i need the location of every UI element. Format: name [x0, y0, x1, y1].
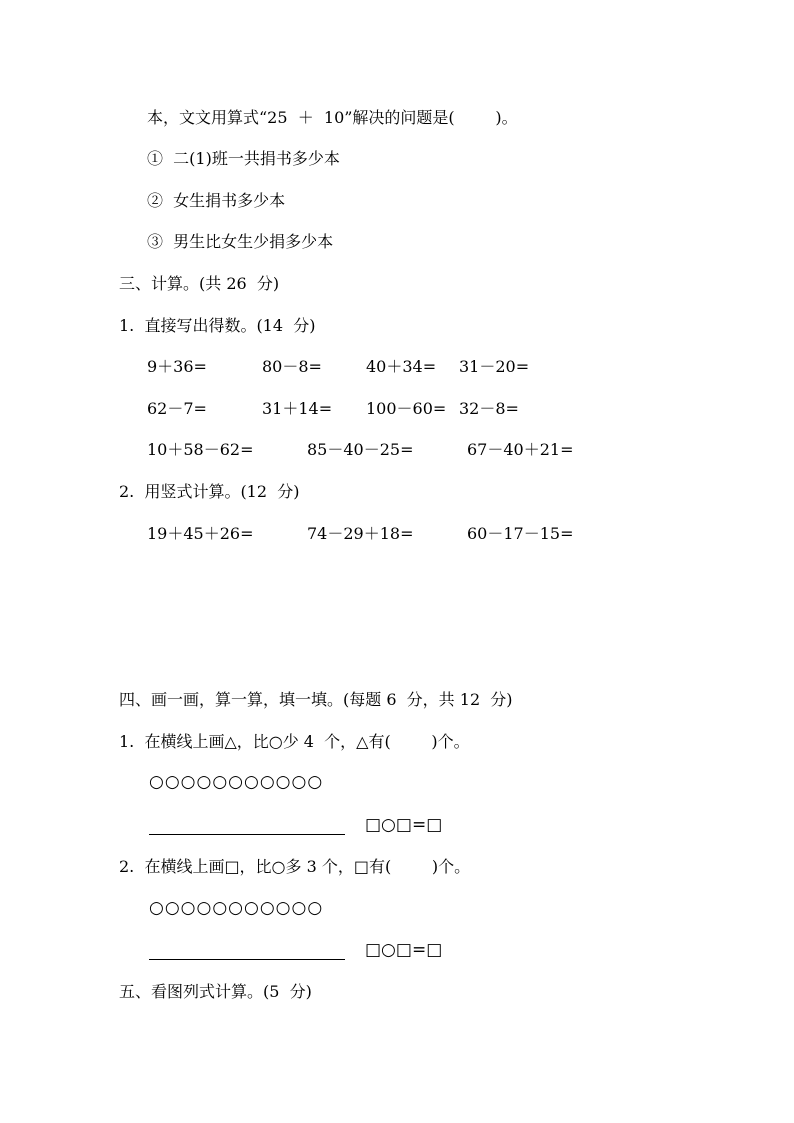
- equation: 31＋14=: [262, 399, 333, 418]
- answer-boxes[interactable]: □○□=□: [365, 815, 443, 835]
- equation: 40＋34=: [366, 357, 437, 376]
- equation: 10＋58－62=: [147, 440, 254, 459]
- option-1[interactable]: ① 二(1)班一共捐书多少本: [147, 149, 340, 168]
- drawing-line[interactable]: [149, 959, 345, 960]
- drawing-line[interactable]: [149, 834, 345, 835]
- equation: 9＋36=: [147, 357, 207, 376]
- circles-row: ○○○○○○○○○○○: [149, 898, 324, 918]
- equation: 67－40＋21=: [467, 440, 574, 459]
- section-3-part-1-title: 1. 直接写出得数。(14 分): [119, 316, 316, 335]
- equation: 85－40－25=: [307, 440, 414, 459]
- equation: 19＋45＋26=: [147, 524, 254, 543]
- answer-boxes[interactable]: □○□=□: [365, 940, 443, 960]
- section-4-part-1-title: 1. 在横线上画△，比○少 4 个，△有( )个。: [119, 732, 470, 751]
- equation: 62－7=: [147, 399, 207, 418]
- section-3-part-2-title: 2. 用竖式计算。(12 分): [119, 482, 300, 501]
- section-5-title: 五、看图列式计算。(5 分): [119, 982, 312, 1001]
- section-4-part-2-title: 2. 在横线上画□，比○多 3 个，□有( )个。: [119, 857, 471, 876]
- equation: 80－8=: [262, 357, 322, 376]
- option-2[interactable]: ② 女生捐书多少本: [147, 191, 286, 210]
- section-4-title: 四、画一画，算一算，填一填。(每题 6 分，共 12 分): [119, 690, 513, 709]
- equation: 60－17－15=: [467, 524, 574, 543]
- circles-row: ○○○○○○○○○○○: [149, 772, 324, 792]
- equation: 100－60=: [366, 399, 447, 418]
- section-3-title: 三、计算。(共 26 分): [119, 274, 280, 293]
- equation: 32－8=: [459, 399, 519, 418]
- question-stem: 本，文文用算式“25 ＋ 10”解决的问题是( )。: [147, 108, 518, 127]
- equation: 74－29＋18=: [307, 524, 414, 543]
- option-3[interactable]: ③ 男生比女生少捐多少本: [147, 232, 334, 251]
- equation: 31－20=: [459, 357, 530, 376]
